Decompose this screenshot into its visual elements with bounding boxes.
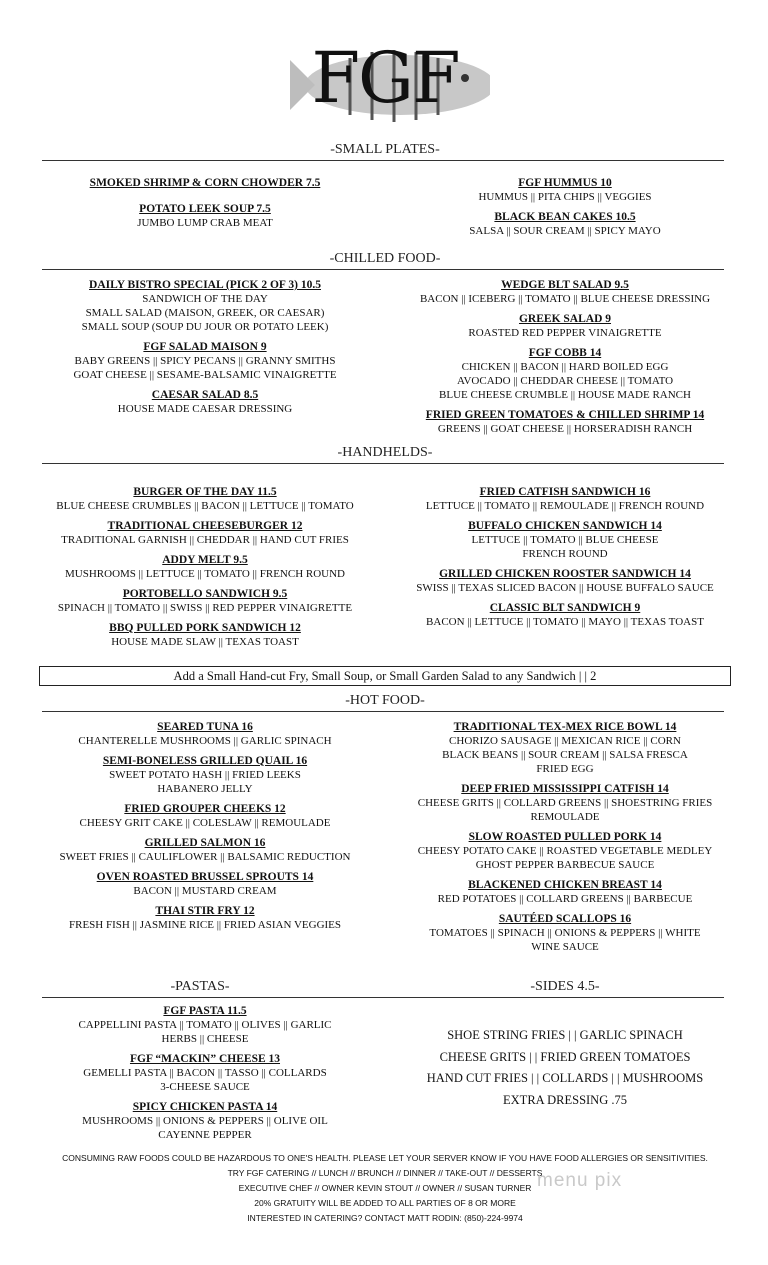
menu-item-description: HOUSE MADE CAESAR DRESSING	[117, 403, 293, 415]
menu-item-description: HERBS || CHEESE	[161, 1033, 249, 1045]
footer-line: EXECUTIVE CHEF // OWNER KEVIN STOUT // OWNER // SUSAN TURNER	[238, 1183, 532, 1193]
restaurant-logo	[280, 30, 490, 130]
menu-item	[400, 485, 730, 513]
menu-item	[40, 485, 370, 513]
menu-item	[400, 278, 730, 306]
menu-item-name: BBQ PULLED PORK SANDWICH 12	[109, 622, 301, 634]
menu-item	[400, 830, 730, 872]
menu-item	[400, 312, 730, 340]
menu-item-description: GREENS || GOAT CHEESE || HORSERADISH RANCH	[437, 423, 693, 435]
menu-item-description: MUSHROOMS || LETTUCE || TOMATO || FRENCH ROUND	[65, 568, 345, 580]
menu-item-name: TRADITIONAL TEX-MEX RICE BOWL 14	[453, 721, 677, 733]
menu-item-name: DAILY BISTRO SPECIAL (PICK 2 OF 3) 10.5	[89, 279, 321, 291]
divider	[42, 997, 724, 998]
menu-item	[400, 782, 730, 824]
menu-item-description: HUMMUS || PITA CHIPS || VEGGIES	[478, 191, 652, 203]
chilled-right-column	[400, 278, 730, 442]
menu-item	[400, 912, 730, 954]
small-plates-right-column	[400, 176, 730, 244]
menu-item-description: MUSHROOMS || ONIONS & PEPPERS || OLIVE OIL	[82, 1115, 328, 1127]
menu-item	[400, 346, 730, 402]
section-sides-title: -SIDES 4.5-	[530, 979, 600, 994]
menu-item-description: SWEET POTATO HASH || FRIED LEEKS	[109, 769, 301, 781]
menu-item-description: FRESH FISH || JASMINE RICE || FRIED ASIAN VEGGIES	[68, 919, 342, 931]
menu-item-name: BURGER OF THE DAY 11.5	[133, 486, 277, 498]
menu-item-description: CHEESE GRITS || COLLARD GREENS || SHOESTRING FRIES	[417, 797, 713, 809]
section-hot-title: -HOT FOOD-	[345, 693, 425, 708]
divider	[42, 711, 724, 712]
menu-item	[400, 176, 730, 204]
menu-item	[40, 1004, 370, 1046]
menu-item	[40, 587, 370, 615]
divider	[42, 160, 724, 161]
menu-item-description: BACON || MUSTARD CREAM	[133, 885, 277, 897]
menu-footer	[40, 1151, 730, 1226]
section-pastas-title: -PASTAS-	[170, 979, 230, 994]
menu-item-description: CHANTERELLE MUSHROOMS || GARLIC SPINACH	[78, 735, 332, 747]
menu-item-name: CAESAR SALAD 8.5	[151, 389, 259, 401]
footer-line: INTERESTED IN CATERING? CONTACT MATT RODIN: (850)-224-9974	[247, 1213, 523, 1223]
menu-item-description: BLACK BEANS || SOUR CREAM || SALSA FRESCA	[442, 749, 688, 761]
section-small-plates-title: -SMALL PLATES-	[330, 142, 440, 157]
menu-item	[400, 210, 730, 238]
menu-item-name: BUFFALO CHICKEN SANDWICH 14	[468, 520, 662, 532]
menu-item-description: SPINACH || TOMATO || SWISS || RED PEPPER VINAIGRETTE	[57, 602, 353, 614]
menu-item-name: FRIED GROUPER CHEEKS 12	[124, 803, 286, 815]
sides-list	[400, 1025, 730, 1111]
menu-item-name: SPICY CHICKEN PASTA 14	[132, 1101, 278, 1113]
menu-item-description: SWEET FRIES || CAULIFLOWER || BALSAMIC REDUCTION	[59, 851, 351, 863]
sandwich-addon-box: Add a Small Hand-cut Fry, Small Soup, or Small Garden Salad to any Sandwich | | 2	[39, 666, 731, 686]
menu-item-name: GRILLED SALMON 16	[144, 837, 266, 849]
menu-item-description: CAYENNE PEPPER	[158, 1129, 252, 1141]
watermark: menu pix	[537, 1170, 623, 1191]
menu-item-name: CLASSIC BLT SANDWICH 9	[489, 602, 641, 614]
menu-item-name: POTATO LEEK SOUP 7.5	[139, 203, 271, 215]
menu-item-name: FGF HUMMUS 10	[518, 177, 612, 189]
menu-item-description: RED POTATOES || COLLARD GREENS || BARBECUE	[437, 893, 693, 905]
menu-item-name: GREEK SALAD 9	[518, 313, 612, 325]
menu-item	[40, 1100, 370, 1142]
menu-item-description: AVOCADO || CHEDDAR CHEESE || TOMATO	[456, 375, 674, 387]
footer-line: 20% GRATUITY WILL BE ADDED TO ALL PARTIES OF 8 OR MORE	[254, 1198, 516, 1208]
menu-item-name: SLOW ROASTED PULLED PORK 14	[468, 831, 662, 843]
menu-item-description: HOUSE MADE SLAW || TEXAS TOAST	[111, 636, 299, 648]
menu-item	[400, 408, 730, 436]
menu-item-description: BLUE CHEESE CRUMBLE || HOUSE MADE RANCH	[439, 389, 691, 401]
menu-item-name: THAI STIR FRY 12	[155, 905, 255, 917]
menu-item	[40, 519, 370, 547]
menu-item-name: BLACKENED CHICKEN BREAST 14	[468, 879, 662, 891]
menu-item	[40, 202, 370, 230]
menu-item-description: 3-CHEESE SAUCE	[160, 1081, 250, 1093]
footer-line: CONSUMING RAW FOODS COULD BE HAZARDOUS TO ONE'S HEALTH. PLEASE LET YOUR SERVER KNOW IF YOU HAVE FOOD ALLERGIES OR SENSITIVITIES.	[62, 1153, 708, 1163]
menu-item	[40, 340, 370, 382]
menu-item	[40, 1052, 370, 1094]
menu-item	[40, 553, 370, 581]
menu-item-name: SEMI-BONELESS GRILLED QUAIL 16	[102, 755, 308, 767]
menu-item-description: FRIED EGG	[536, 763, 594, 775]
menu-item-name: TRADITIONAL CHEESEBURGER 12	[107, 520, 303, 532]
menu-item-name: PORTOBELLO SANDWICH 9.5	[122, 588, 288, 600]
menu-item	[40, 802, 370, 830]
side-item: CHEESE GRITS | | FRIED GREEN TOMATOES	[439, 1049, 691, 1064]
side-item: EXTRA DRESSING .75	[503, 1092, 627, 1107]
menu-item-name: ADDY MELT 9.5	[162, 554, 248, 566]
menu-item-description: GHOST PEPPER BARBECUE SAUCE	[475, 859, 655, 871]
menu-item	[40, 278, 370, 334]
menu-item-name: BLACK BEAN CAKES 10.5	[494, 211, 636, 223]
menu-item	[40, 176, 370, 190]
menu-item-description: CHEESY POTATO CAKE || ROASTED VEGETABLE MEDLEY	[417, 845, 713, 857]
menu-item-description: BLUE CHEESE CRUMBLES || BACON || LETTUCE || TOMATO	[56, 500, 354, 512]
menu-item-description: CHEESY GRIT CAKE || COLESLAW || REMOULADE	[79, 817, 331, 829]
divider	[42, 463, 724, 464]
menu-item-description: LETTUCE || TOMATO || REMOULADE || FRENCH ROUND	[425, 500, 705, 512]
handhelds-right-column	[400, 485, 730, 635]
menu-item-name: DEEP FRIED MISSISSIPPI CATFISH 14	[461, 783, 669, 795]
pastas-column	[40, 1004, 370, 1148]
menu-item-description: SMALL SALAD (MAISON, GREEK, OR CAESAR)	[85, 307, 325, 319]
menu-item-description: TRADITIONAL GARNISH || CHEDDAR || HAND CUT FRIES	[61, 534, 349, 546]
section-handhelds-title: -HANDHELDS-	[337, 445, 433, 460]
menu-item	[40, 754, 370, 796]
menu-item-name: FRIED CATFISH SANDWICH 16	[479, 486, 651, 498]
menu-item-description: JUMBO LUMP CRAB MEAT	[137, 217, 273, 229]
menu-item-description: SANDWICH OF THE DAY	[142, 293, 268, 305]
logo-text: FGF	[311, 37, 459, 119]
menu-item-name: WEDGE BLT SALAD 9.5	[501, 279, 629, 291]
handhelds-left-column	[40, 485, 370, 655]
menu-item-description: CAPPELLINI PASTA || TOMATO || OLIVES || GARLIC	[78, 1019, 332, 1031]
menu-item-description: FRENCH ROUND	[522, 548, 608, 560]
menu-item-description: BACON || ICEBERG || TOMATO || BLUE CHEESE DRESSING	[419, 293, 711, 305]
menu-item-description: TOMATOES || SPINACH || ONIONS & PEPPERS || WHITE	[429, 927, 701, 939]
menu-item-description: CHORIZO SAUSAGE || MEXICAN RICE || CORN	[449, 735, 681, 747]
menu-item-name: SEARED TUNA 16	[157, 721, 253, 733]
menu-item	[400, 720, 730, 776]
menu-item	[40, 388, 370, 416]
menu-item-description: BACON || LETTUCE || TOMATO || MAYO || TEXAS TOAST	[426, 616, 704, 628]
hot-right-column	[400, 720, 730, 960]
menu-item	[400, 878, 730, 906]
menu-item-name: FGF SALAD MAISON 9	[143, 341, 267, 353]
side-item: HAND CUT FRIES | | COLLARDS | | MUSHROOMS	[426, 1071, 704, 1085]
menu-item	[40, 621, 370, 649]
menu-item-name: FGF PASTA 11.5	[163, 1005, 247, 1017]
menu-item	[40, 720, 370, 748]
menu-item-name: SMOKED SHRIMP & CORN CHOWDER 7.5	[89, 177, 321, 189]
menu-item-description: LETTUCE || TOMATO || BLUE CHEESE	[471, 534, 659, 546]
menu-item-name: SAUTÉED SCALLOPS 16	[498, 913, 632, 925]
small-plates-left-column	[40, 176, 370, 242]
menu-item-description: GOAT CHEESE || SESAME-BALSAMIC VINAIGRETTE	[73, 369, 337, 381]
menu-item-description: GEMELLI PASTA || BACON || TASSO || COLLARDS	[83, 1067, 327, 1079]
menu-item	[400, 519, 730, 561]
menu-item-description: ROASTED RED PEPPER VINAIGRETTE	[468, 327, 662, 339]
divider	[42, 269, 724, 270]
menu-item	[40, 870, 370, 898]
menu-item-description: HABANERO JELLY	[157, 783, 253, 795]
menu-item-name: FGF COBB 14	[528, 347, 602, 359]
menu-item-description: REMOULADE	[530, 811, 600, 823]
menu-item-description: SMALL SOUP (SOUP DU JOUR OR POTATO LEEK)	[81, 321, 329, 333]
side-item: SHOE STRING FRIES | | GARLIC SPINACH	[447, 1028, 683, 1042]
menu-item-name: FRIED GREEN TOMATOES & CHILLED SHRIMP 14	[425, 409, 705, 421]
footer-line: TRY FGF CATERING // LUNCH // BRUNCH // DINNER // TAKE-OUT // DESSERTS	[227, 1168, 543, 1178]
menu-item	[40, 836, 370, 864]
chilled-left-column	[40, 278, 370, 422]
menu-item-name: OVEN ROASTED BRUSSEL SPROUTS 14	[96, 871, 314, 883]
menu-item	[400, 601, 730, 629]
menu-item	[400, 567, 730, 595]
menu-item-description: BABY GREENS || SPICY PECANS || GRANNY SMITHS	[74, 355, 336, 367]
hot-left-column	[40, 720, 370, 938]
menu-item-name: FGF “MACKIN” CHEESE 13	[129, 1053, 281, 1065]
menu-item-description: SWISS || TEXAS SLICED BACON || HOUSE BUFFALO SAUCE	[416, 582, 714, 594]
menu-item-description: SALSA || SOUR CREAM || SPICY MAYO	[469, 225, 661, 237]
menu-item-name: GRILLED CHICKEN ROOSTER SANDWICH 14	[439, 568, 691, 580]
menu-item	[40, 904, 370, 932]
menu-item-description: CHICKEN || BACON || HARD BOILED EGG	[461, 361, 669, 373]
section-chilled-title: -CHILLED FOOD-	[329, 251, 441, 266]
menu-item-description: WINE SAUCE	[531, 941, 599, 953]
